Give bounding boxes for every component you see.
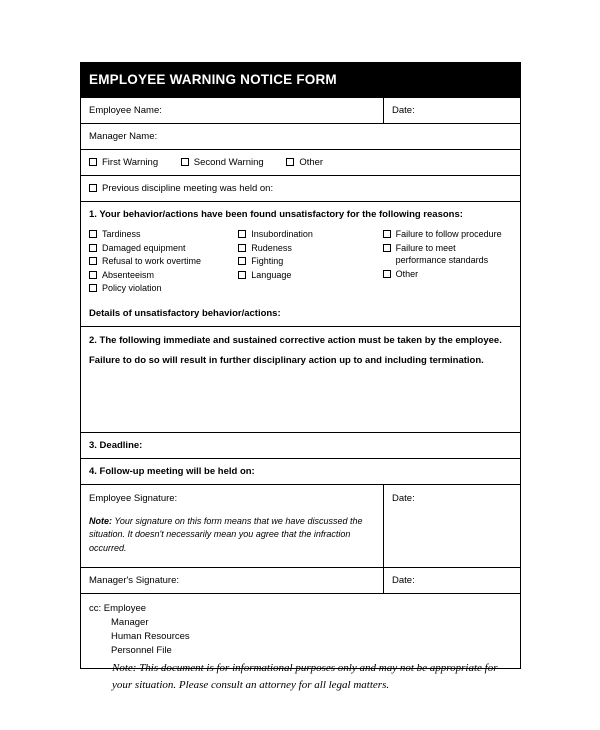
- reason-label: Rudeness: [251, 242, 292, 253]
- section-2-content: [81, 327, 520, 373]
- section-3-row: [80, 433, 521, 459]
- checkbox-icon[interactable]: [89, 257, 97, 265]
- warning-option-first[interactable]: [89, 157, 158, 168]
- checkbox-icon[interactable]: [383, 230, 391, 238]
- reason-other[interactable]: [383, 268, 512, 281]
- reason-label: Tardiness: [102, 229, 141, 239]
- reason-column-2: [238, 228, 382, 296]
- reason-label: Other: [395, 268, 419, 279]
- section-4-label: 4. Follow-up meeting will be held on:: [89, 465, 255, 477]
- reason-label: Insubordination: [251, 229, 313, 239]
- reason-language[interactable]: [238, 269, 382, 282]
- employee-signature-cell[interactable]: [81, 485, 383, 568]
- reason-insubordination[interactable]: [238, 228, 382, 241]
- employee-signature-label: Employee Signature:: [89, 492, 178, 504]
- reason-label: Failure to follow procedure: [395, 229, 502, 239]
- warning-option-label: Other: [299, 157, 324, 168]
- reason-label: Refusal to work overtime: [102, 256, 202, 266]
- warning-option-label: Second Warning: [193, 157, 264, 168]
- warning-type-options: [81, 150, 520, 175]
- checkbox-icon[interactable]: [238, 230, 246, 238]
- section-2-row: [80, 327, 521, 433]
- cc-line-human-resources: Human Resources: [111, 631, 190, 642]
- manager-name-row: [80, 124, 521, 150]
- section-2-line-1: 2. The following immediate and sustained corrective action must be taken by the employee.: [89, 334, 502, 346]
- cc-row: [80, 594, 521, 669]
- checkbox-icon[interactable]: [286, 158, 294, 166]
- manager-signature-label: Manager's Signature:: [89, 575, 180, 586]
- checkbox-icon[interactable]: [383, 244, 391, 252]
- warning-option-label: First Warning: [102, 157, 159, 168]
- checkbox-icon[interactable]: [238, 244, 246, 252]
- section-3-label: 3. Deadline:: [89, 439, 143, 451]
- warning-type-row: [80, 150, 521, 176]
- section-1-row: [80, 202, 521, 327]
- details-label: Details of unsatisfactory behavior/actions:: [89, 307, 281, 319]
- checkbox-icon[interactable]: [89, 230, 97, 238]
- reason-checkbox-grid: [89, 228, 512, 296]
- checkbox-icon[interactable]: [181, 158, 189, 166]
- reason-label: Language: [251, 269, 292, 280]
- previous-meeting-label: Previous discipline meeting was held on:: [102, 183, 274, 194]
- employee-warning-form: [80, 62, 521, 669]
- checkbox-icon[interactable]: [89, 271, 97, 279]
- form-title: EMPLOYEE WARNING NOTICE FORM: [80, 62, 521, 98]
- manager-signature-date-label: Date:: [383, 568, 520, 593]
- reason-damaged-equipment[interactable]: [89, 242, 238, 255]
- reason-absenteeism[interactable]: [89, 269, 238, 282]
- cc-line-manager: Manager: [111, 617, 149, 628]
- employee-name-date-label: Date:: [383, 98, 520, 123]
- cc-line-personnel-file: Personnel File: [111, 645, 172, 656]
- employee-signature-split: [81, 485, 520, 568]
- reason-column-3: [383, 228, 512, 296]
- previous-meeting-option[interactable]: [81, 176, 520, 201]
- section-1-heading: 1. Your behavior/actions have been found unsatisfactory for the following reasons:: [89, 209, 463, 220]
- note-text: Your signature on this form means that we have discussed the situation. It doesn't necessarily mean you agree that the infraction occurred.: [89, 515, 363, 553]
- warning-option-other[interactable]: [286, 157, 323, 168]
- reason-label: Absenteeism: [102, 269, 155, 280]
- manager-signature-row: [80, 568, 521, 594]
- signature-note: [89, 515, 375, 556]
- employee-name-row: [80, 98, 521, 124]
- section-4-row: [80, 459, 521, 485]
- reason-refusal-to-work-overtime[interactable]: [89, 255, 238, 268]
- checkbox-icon[interactable]: [89, 244, 97, 252]
- section-1-content: [81, 202, 520, 326]
- cc-label: cc:: [89, 603, 102, 614]
- checkbox-icon[interactable]: [89, 158, 97, 166]
- reason-failure-to-follow-procedure[interactable]: [383, 228, 512, 241]
- cc-item: Employee: [103, 603, 147, 614]
- warning-option-second[interactable]: [181, 157, 264, 168]
- reason-label: Failure to meet performance standards: [395, 242, 489, 265]
- cc-list: [81, 594, 520, 668]
- note-prefix: Note:: [89, 515, 112, 526]
- reason-label: Policy violation: [102, 283, 162, 293]
- reason-tardiness[interactable]: [89, 228, 238, 241]
- previous-meeting-row: [80, 176, 521, 202]
- section-2-line-2: Failure to do so will result in further disciplinary action up to and including termination.: [89, 354, 484, 366]
- employee-signature-date-label: Date:: [383, 485, 520, 568]
- checkbox-icon[interactable]: [383, 270, 391, 278]
- reason-rudeness[interactable]: [238, 242, 382, 255]
- checkbox-icon[interactable]: [238, 271, 246, 279]
- checkbox-icon[interactable]: [238, 257, 246, 265]
- reason-column-1: [89, 228, 238, 296]
- reason-label: Fighting: [251, 256, 284, 266]
- employee-name-label: Employee Name:: [89, 105, 162, 116]
- employee-signature-row: [80, 485, 521, 569]
- manager-name-label: Manager Name:: [89, 131, 158, 142]
- cc-line-employee: [89, 602, 512, 616]
- checkbox-icon[interactable]: [89, 284, 97, 292]
- reason-policy-violation[interactable]: [89, 282, 238, 295]
- reason-label: Damaged equipment: [102, 242, 186, 253]
- footer-disclaimer: Note: This document is for informational purposes only and may not be appropriate for your situation. Please consult an attorney for all legal matters.: [112, 662, 498, 691]
- reason-fighting[interactable]: [238, 255, 382, 268]
- reason-failure-to-meet-performance-standards[interactable]: [383, 242, 512, 267]
- checkbox-icon[interactable]: [89, 184, 97, 192]
